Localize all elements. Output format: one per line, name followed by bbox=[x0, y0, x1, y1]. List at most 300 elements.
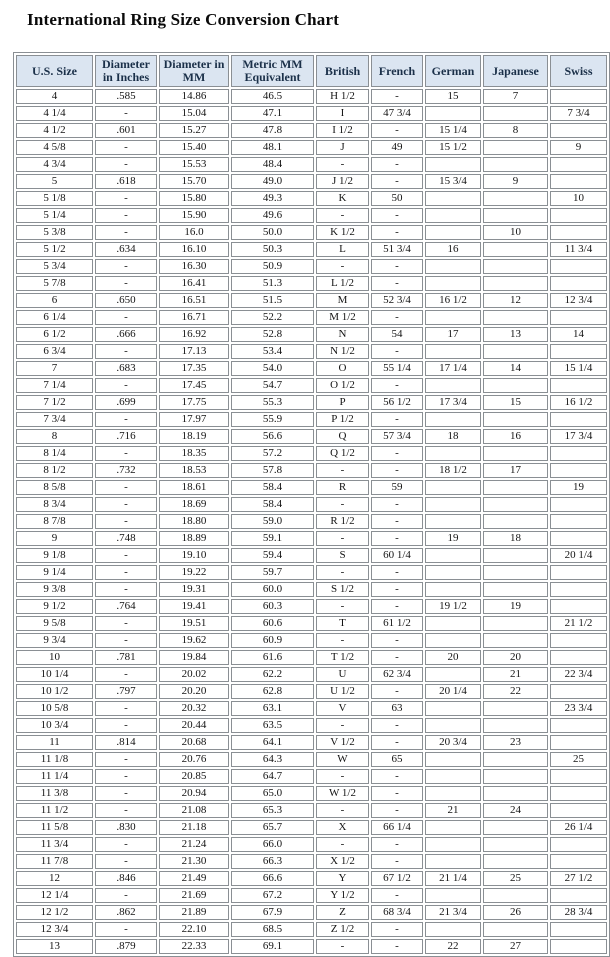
table-row bbox=[16, 837, 607, 852]
cell: 15.53 bbox=[159, 157, 229, 172]
column-header: Diameter in MM bbox=[159, 55, 229, 87]
cell: 19.41 bbox=[159, 599, 229, 614]
cell: 24 bbox=[483, 803, 548, 818]
cell: 17.35 bbox=[159, 361, 229, 376]
table-row bbox=[16, 429, 607, 444]
cell bbox=[483, 548, 548, 563]
cell: 68 3/4 bbox=[371, 905, 423, 920]
cell: 5 1/4 bbox=[16, 208, 93, 223]
cell bbox=[425, 667, 481, 682]
cell: - bbox=[371, 378, 423, 393]
cell: I 1/2 bbox=[316, 123, 369, 138]
cell: 17.45 bbox=[159, 378, 229, 393]
cell: 51.3 bbox=[231, 276, 314, 291]
cell bbox=[550, 922, 607, 937]
cell bbox=[483, 191, 548, 206]
table-row bbox=[16, 820, 607, 835]
table-row bbox=[16, 786, 607, 801]
cell: - bbox=[371, 174, 423, 189]
cell bbox=[425, 837, 481, 852]
cell: M bbox=[316, 293, 369, 308]
cell: H 1/2 bbox=[316, 89, 369, 104]
cell bbox=[483, 752, 548, 767]
cell: 69.1 bbox=[231, 939, 314, 954]
cell: - bbox=[95, 480, 157, 495]
table-row bbox=[16, 752, 607, 767]
column-header: Japanese bbox=[483, 55, 548, 87]
cell bbox=[425, 820, 481, 835]
cell: 22.10 bbox=[159, 922, 229, 937]
cell bbox=[483, 701, 548, 716]
cell bbox=[425, 344, 481, 359]
cell bbox=[483, 922, 548, 937]
cell: - bbox=[316, 633, 369, 648]
cell: - bbox=[95, 514, 157, 529]
table-row bbox=[16, 276, 607, 291]
cell bbox=[483, 344, 548, 359]
table-row bbox=[16, 667, 607, 682]
cell: 23 bbox=[483, 735, 548, 750]
cell: 65 bbox=[371, 752, 423, 767]
cell: 55 1/4 bbox=[371, 361, 423, 376]
cell: Y bbox=[316, 871, 369, 886]
cell: 18 1/2 bbox=[425, 463, 481, 478]
table-row bbox=[16, 378, 607, 393]
cell: 12 bbox=[483, 293, 548, 308]
column-header: German bbox=[425, 55, 481, 87]
cell: 16.41 bbox=[159, 276, 229, 291]
table-row bbox=[16, 395, 607, 410]
cell: 17 bbox=[483, 463, 548, 478]
cell bbox=[550, 89, 607, 104]
cell: .601 bbox=[95, 123, 157, 138]
cell bbox=[550, 174, 607, 189]
cell bbox=[550, 837, 607, 852]
cell bbox=[550, 888, 607, 903]
cell: - bbox=[371, 565, 423, 580]
table-row bbox=[16, 718, 607, 733]
cell: 53.4 bbox=[231, 344, 314, 359]
cell: V 1/2 bbox=[316, 735, 369, 750]
cell: - bbox=[95, 854, 157, 869]
cell bbox=[550, 123, 607, 138]
cell: 11 5/8 bbox=[16, 820, 93, 835]
cell bbox=[483, 820, 548, 835]
cell: 22 3/4 bbox=[550, 667, 607, 682]
cell: - bbox=[95, 786, 157, 801]
cell: 54 bbox=[371, 327, 423, 342]
cell bbox=[483, 242, 548, 257]
cell bbox=[425, 548, 481, 563]
cell: 52.2 bbox=[231, 310, 314, 325]
cell: - bbox=[95, 259, 157, 274]
cell: 6 1/2 bbox=[16, 327, 93, 342]
cell: 4 5/8 bbox=[16, 140, 93, 155]
cell: - bbox=[95, 412, 157, 427]
cell: .748 bbox=[95, 531, 157, 546]
cell: 48.1 bbox=[231, 140, 314, 155]
cell: 15 1/4 bbox=[425, 123, 481, 138]
cell: - bbox=[371, 276, 423, 291]
cell bbox=[550, 463, 607, 478]
cell: 68.5 bbox=[231, 922, 314, 937]
cell bbox=[483, 616, 548, 631]
cell: 60.6 bbox=[231, 616, 314, 631]
cell: 67.2 bbox=[231, 888, 314, 903]
cell: 5 bbox=[16, 174, 93, 189]
table-row bbox=[16, 803, 607, 818]
cell: 17 3/4 bbox=[425, 395, 481, 410]
cell: 16.30 bbox=[159, 259, 229, 274]
cell bbox=[425, 565, 481, 580]
table-row bbox=[16, 225, 607, 240]
cell: 9 bbox=[483, 174, 548, 189]
cell bbox=[425, 412, 481, 427]
cell: 57.8 bbox=[231, 463, 314, 478]
cell: 11 1/8 bbox=[16, 752, 93, 767]
cell: 64.7 bbox=[231, 769, 314, 784]
cell: 19 bbox=[425, 531, 481, 546]
cell bbox=[550, 939, 607, 954]
cell: 19 bbox=[550, 480, 607, 495]
cell: 51.5 bbox=[231, 293, 314, 308]
cell bbox=[425, 276, 481, 291]
cell: 10 3/4 bbox=[16, 718, 93, 733]
cell: S 1/2 bbox=[316, 582, 369, 597]
cell: 12 bbox=[16, 871, 93, 886]
cell: 18.53 bbox=[159, 463, 229, 478]
cell: - bbox=[371, 412, 423, 427]
cell: 18.61 bbox=[159, 480, 229, 495]
cell: 47.8 bbox=[231, 123, 314, 138]
table-row bbox=[16, 701, 607, 716]
cell bbox=[550, 769, 607, 784]
cell: 5 7/8 bbox=[16, 276, 93, 291]
table-row bbox=[16, 769, 607, 784]
table-row bbox=[16, 616, 607, 631]
cell bbox=[425, 259, 481, 274]
cell: 16 bbox=[425, 242, 481, 257]
cell: X 1/2 bbox=[316, 854, 369, 869]
cell: 20 3/4 bbox=[425, 735, 481, 750]
cell bbox=[550, 157, 607, 172]
cell: - bbox=[371, 769, 423, 784]
cell bbox=[425, 922, 481, 937]
cell: M 1/2 bbox=[316, 310, 369, 325]
cell: 50.0 bbox=[231, 225, 314, 240]
table-row bbox=[16, 922, 607, 937]
cell: 11 7/8 bbox=[16, 854, 93, 869]
cell: 8 5/8 bbox=[16, 480, 93, 495]
table-row bbox=[16, 157, 607, 172]
cell bbox=[425, 191, 481, 206]
cell: U 1/2 bbox=[316, 684, 369, 699]
cell bbox=[550, 208, 607, 223]
cell: - bbox=[95, 157, 157, 172]
cell: 59.0 bbox=[231, 514, 314, 529]
cell: 28 3/4 bbox=[550, 905, 607, 920]
cell bbox=[483, 582, 548, 597]
cell: 52.8 bbox=[231, 327, 314, 342]
cell: - bbox=[371, 633, 423, 648]
cell: W 1/2 bbox=[316, 786, 369, 801]
cell: 61 1/2 bbox=[371, 616, 423, 631]
cell: - bbox=[95, 106, 157, 121]
cell: .732 bbox=[95, 463, 157, 478]
cell: - bbox=[95, 582, 157, 597]
cell: 23 3/4 bbox=[550, 701, 607, 716]
cell: 20 1/4 bbox=[550, 548, 607, 563]
cell: 59.1 bbox=[231, 531, 314, 546]
cell: 65.3 bbox=[231, 803, 314, 818]
cell: 7 1/2 bbox=[16, 395, 93, 410]
table-row bbox=[16, 327, 607, 342]
cell: T bbox=[316, 616, 369, 631]
cell: - bbox=[371, 446, 423, 461]
cell: 21.30 bbox=[159, 854, 229, 869]
table-row bbox=[16, 582, 607, 597]
cell: 15.27 bbox=[159, 123, 229, 138]
cell: 17 3/4 bbox=[550, 429, 607, 444]
cell: Z bbox=[316, 905, 369, 920]
cell: 8 bbox=[16, 429, 93, 444]
cell: S bbox=[316, 548, 369, 563]
table-row bbox=[16, 361, 607, 376]
cell: 4 1/2 bbox=[16, 123, 93, 138]
cell: - bbox=[371, 786, 423, 801]
cell: 12 3/4 bbox=[16, 922, 93, 937]
cell bbox=[550, 446, 607, 461]
cell bbox=[550, 497, 607, 512]
cell bbox=[425, 582, 481, 597]
cell: 16.92 bbox=[159, 327, 229, 342]
cell: - bbox=[95, 837, 157, 852]
cell bbox=[483, 888, 548, 903]
cell: - bbox=[371, 514, 423, 529]
cell: O bbox=[316, 361, 369, 376]
cell: 17.97 bbox=[159, 412, 229, 427]
cell: W bbox=[316, 752, 369, 767]
cell: 66.0 bbox=[231, 837, 314, 852]
cell: 52 3/4 bbox=[371, 293, 423, 308]
cell: 60 1/4 bbox=[371, 548, 423, 563]
cell: 60.0 bbox=[231, 582, 314, 597]
cell bbox=[550, 310, 607, 325]
cell bbox=[483, 769, 548, 784]
cell: 16.0 bbox=[159, 225, 229, 240]
cell bbox=[425, 480, 481, 495]
cell: R bbox=[316, 480, 369, 495]
cell bbox=[425, 888, 481, 903]
cell: X bbox=[316, 820, 369, 835]
cell bbox=[483, 480, 548, 495]
cell: 12 3/4 bbox=[550, 293, 607, 308]
header-row bbox=[16, 55, 607, 87]
table-row bbox=[16, 905, 607, 920]
cell: 17 bbox=[425, 327, 481, 342]
cell: 20.68 bbox=[159, 735, 229, 750]
cell: 20.85 bbox=[159, 769, 229, 784]
cell: 13 bbox=[16, 939, 93, 954]
cell: 5 3/8 bbox=[16, 225, 93, 240]
cell: - bbox=[371, 888, 423, 903]
cell: - bbox=[95, 548, 157, 563]
cell bbox=[483, 786, 548, 801]
cell: - bbox=[371, 582, 423, 597]
cell: - bbox=[316, 531, 369, 546]
cell: - bbox=[95, 633, 157, 648]
table-row bbox=[16, 599, 607, 614]
cell: 10 bbox=[550, 191, 607, 206]
cell: - bbox=[95, 497, 157, 512]
cell bbox=[483, 633, 548, 648]
table-row bbox=[16, 888, 607, 903]
cell: J bbox=[316, 140, 369, 155]
cell: 60.9 bbox=[231, 633, 314, 648]
cell: 18.19 bbox=[159, 429, 229, 444]
cell: 15.40 bbox=[159, 140, 229, 155]
cell bbox=[425, 514, 481, 529]
cell: R 1/2 bbox=[316, 514, 369, 529]
cell: Q bbox=[316, 429, 369, 444]
cell: Q 1/2 bbox=[316, 446, 369, 461]
table-row bbox=[16, 565, 607, 580]
cell bbox=[483, 446, 548, 461]
cell: 17.75 bbox=[159, 395, 229, 410]
cell: 57 3/4 bbox=[371, 429, 423, 444]
cell: - bbox=[316, 565, 369, 580]
cell: 10 5/8 bbox=[16, 701, 93, 716]
table-row bbox=[16, 106, 607, 121]
table-row bbox=[16, 548, 607, 563]
cell: 63 bbox=[371, 701, 423, 716]
cell bbox=[483, 497, 548, 512]
cell: 25 bbox=[483, 871, 548, 886]
cell: 21.49 bbox=[159, 871, 229, 886]
cell bbox=[550, 565, 607, 580]
cell: 62 3/4 bbox=[371, 667, 423, 682]
cell bbox=[550, 531, 607, 546]
cell: - bbox=[371, 531, 423, 546]
cell: 66.3 bbox=[231, 854, 314, 869]
cell: - bbox=[371, 157, 423, 172]
cell: 8 bbox=[483, 123, 548, 138]
cell: - bbox=[95, 565, 157, 580]
cell: 63.1 bbox=[231, 701, 314, 716]
cell bbox=[550, 718, 607, 733]
cell bbox=[550, 259, 607, 274]
cell bbox=[483, 514, 548, 529]
cell: 21 bbox=[483, 667, 548, 682]
cell: 8 7/8 bbox=[16, 514, 93, 529]
cell: 8 3/4 bbox=[16, 497, 93, 512]
cell: 10 bbox=[16, 650, 93, 665]
cell bbox=[550, 633, 607, 648]
table-row bbox=[16, 497, 607, 512]
cell: - bbox=[95, 667, 157, 682]
cell: 62.8 bbox=[231, 684, 314, 699]
cell: - bbox=[371, 735, 423, 750]
cell: - bbox=[371, 684, 423, 699]
cell: .781 bbox=[95, 650, 157, 665]
cell: 15.90 bbox=[159, 208, 229, 223]
cell: U bbox=[316, 667, 369, 682]
cell: - bbox=[316, 497, 369, 512]
cell: 9 bbox=[550, 140, 607, 155]
cell: 50.9 bbox=[231, 259, 314, 274]
cell bbox=[425, 106, 481, 121]
table-row bbox=[16, 208, 607, 223]
table-row bbox=[16, 140, 607, 155]
table-row bbox=[16, 89, 607, 104]
cell: .585 bbox=[95, 89, 157, 104]
cell: - bbox=[95, 225, 157, 240]
cell: - bbox=[316, 463, 369, 478]
cell: .879 bbox=[95, 939, 157, 954]
cell: 13 bbox=[483, 327, 548, 342]
cell: 65.0 bbox=[231, 786, 314, 801]
cell: - bbox=[371, 497, 423, 512]
cell: 66.6 bbox=[231, 871, 314, 886]
cell: - bbox=[371, 89, 423, 104]
cell: 18.69 bbox=[159, 497, 229, 512]
cell: 19 1/2 bbox=[425, 599, 481, 614]
cell: 10 1/2 bbox=[16, 684, 93, 699]
cell: - bbox=[316, 718, 369, 733]
cell: - bbox=[95, 208, 157, 223]
cell: - bbox=[371, 599, 423, 614]
cell: 19.10 bbox=[159, 548, 229, 563]
cell: 5 1/2 bbox=[16, 242, 93, 257]
cell: 15 3/4 bbox=[425, 174, 481, 189]
cell: 19.31 bbox=[159, 582, 229, 597]
table-row bbox=[16, 123, 607, 138]
cell: - bbox=[95, 378, 157, 393]
cell: 17 1/4 bbox=[425, 361, 481, 376]
cell: .862 bbox=[95, 905, 157, 920]
cell bbox=[550, 582, 607, 597]
cell: 7 3/4 bbox=[550, 106, 607, 121]
page-title: International Ring Size Conversion Chart bbox=[27, 10, 340, 29]
cell bbox=[425, 854, 481, 869]
cell bbox=[425, 633, 481, 648]
cell: 59 bbox=[371, 480, 423, 495]
cell: 15 1/4 bbox=[550, 361, 607, 376]
cell bbox=[550, 344, 607, 359]
cell bbox=[550, 225, 607, 240]
cell: 5 1/8 bbox=[16, 191, 93, 206]
cell: 49.6 bbox=[231, 208, 314, 223]
cell: - bbox=[371, 208, 423, 223]
cell: 54.7 bbox=[231, 378, 314, 393]
cell: 16.71 bbox=[159, 310, 229, 325]
cell: 47 3/4 bbox=[371, 106, 423, 121]
cell: - bbox=[95, 616, 157, 631]
cell: 20.32 bbox=[159, 701, 229, 716]
cell: 6 3/4 bbox=[16, 344, 93, 359]
cell: .814 bbox=[95, 735, 157, 750]
cell: - bbox=[95, 191, 157, 206]
cell: 55.9 bbox=[231, 412, 314, 427]
cell: - bbox=[95, 446, 157, 461]
cell: 21 3/4 bbox=[425, 905, 481, 920]
table-row bbox=[16, 871, 607, 886]
cell bbox=[425, 157, 481, 172]
cell: .764 bbox=[95, 599, 157, 614]
cell: V bbox=[316, 701, 369, 716]
cell: - bbox=[371, 259, 423, 274]
table-body bbox=[16, 89, 607, 954]
